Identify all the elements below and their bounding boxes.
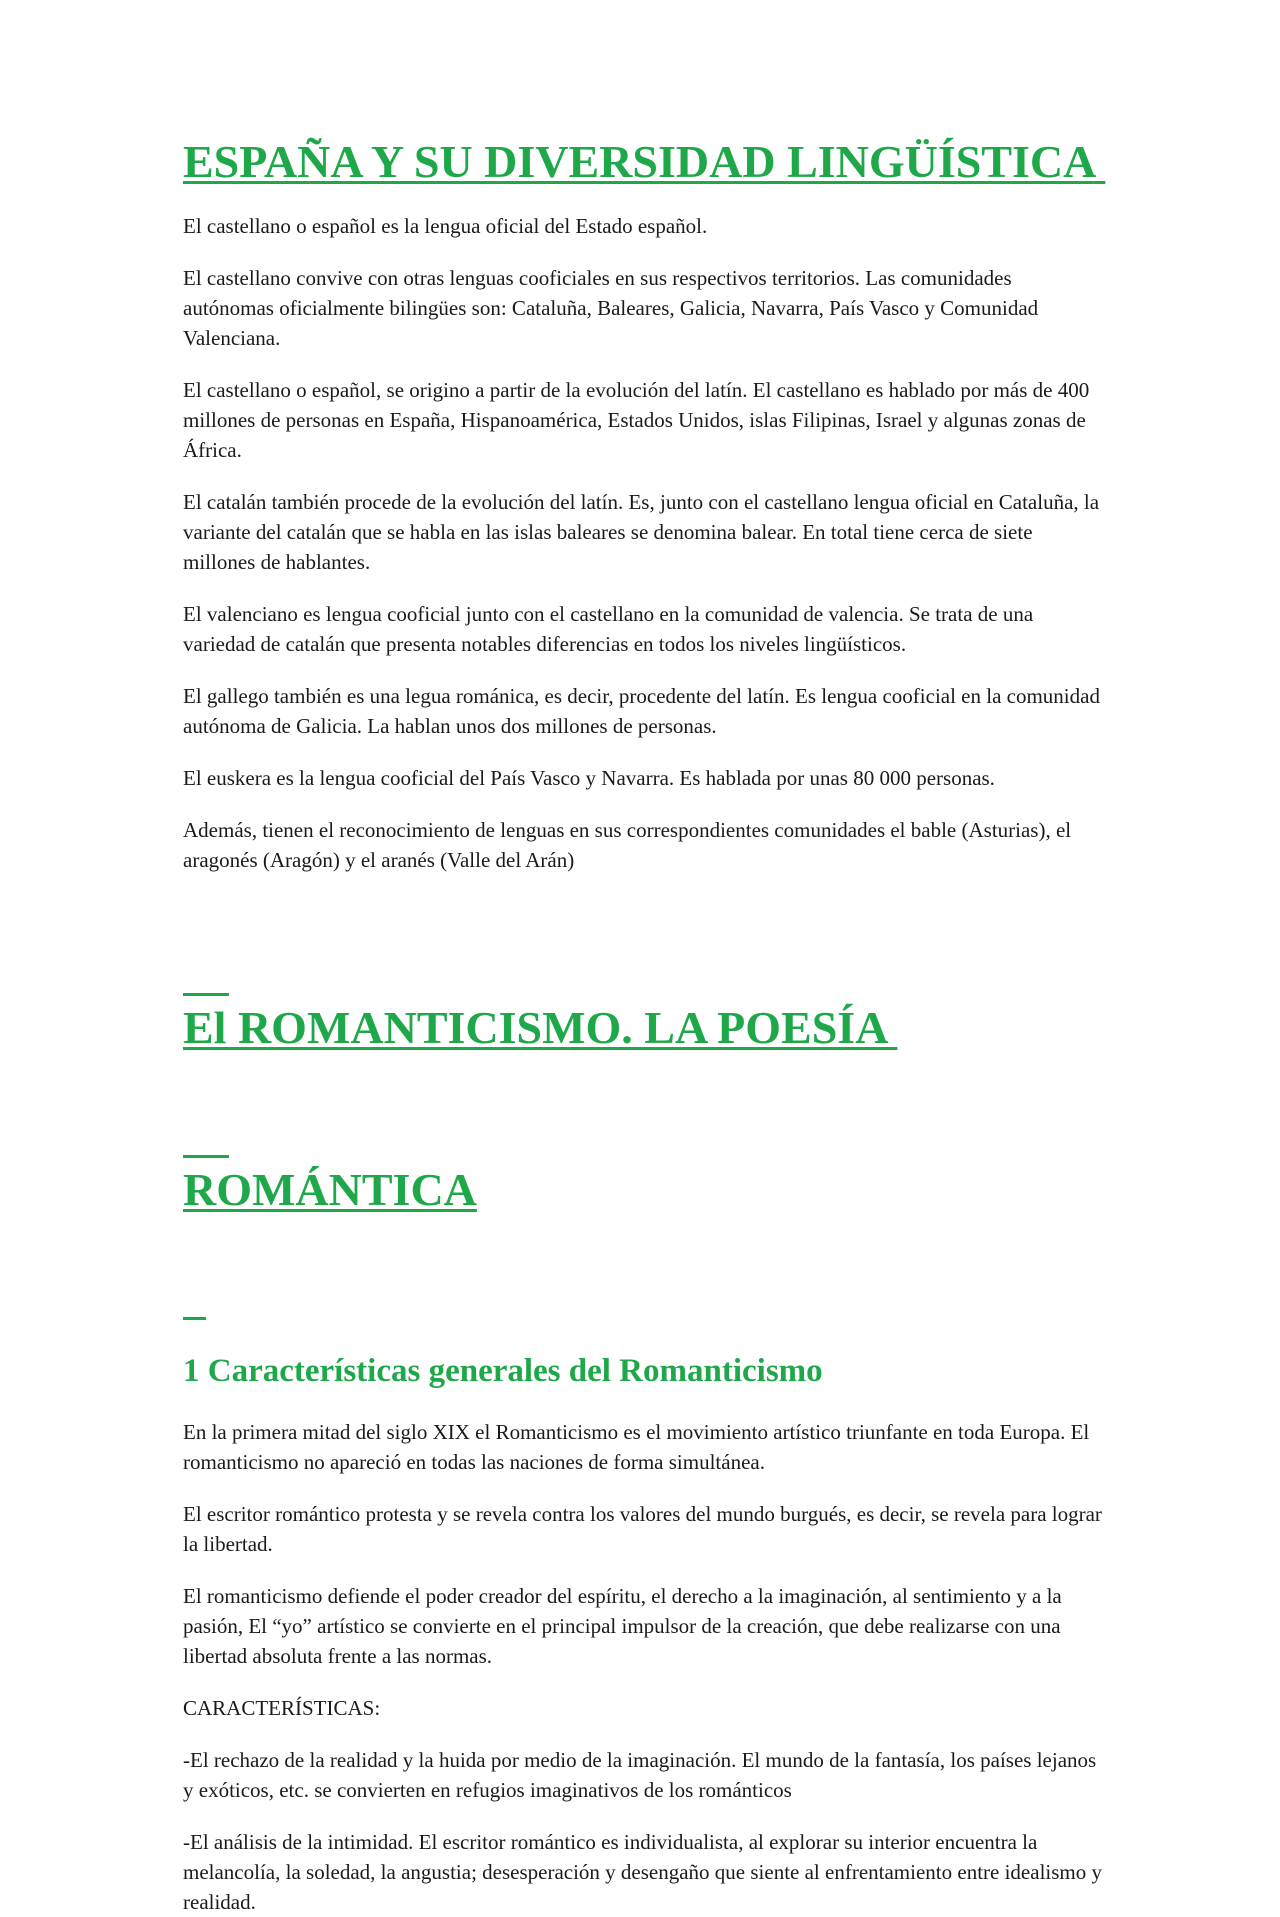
paragraph: -El rechazo de la realidad y la huida por medio de la imaginación. El mundo de la fantasía, los países lejanos y exóticos, etc. se convierten en refugios imaginativos de los románticos — [183, 1748, 1097, 1802]
document-page — [183, 135, 1106, 1917]
paragraph: El romanticismo defiende el poder creador del espíritu, el derecho a la imaginación, al sentimiento y a la pasión, El “yo” artístico se convierte en el principal impulsor de la creación, que debe realizarse con una libertad absoluta frente a las normas. — [183, 1584, 1062, 1668]
heading-romanticismo — [183, 893, 1103, 1325]
paragraph: -El análisis de la intimidad. El escritor romántico es individualista, al explorar su interior encuentra la melancolía, la soledad, la angustia; desesperación y desengaño que siente al enfrentamiento entre idealismo y realidad. — [183, 1830, 1102, 1914]
paragraph: Además, tienen el reconocimiento de lenguas en sus correspondientes comunidades el bable (Asturias), el aragonés (Aragón) y el aranés (Valle del Arán) — [183, 818, 1072, 872]
paragraph: El gallego también es una legua románica, es decir, procedente del latín. Es lengua cooficial en la comunidad autónoma de Galicia. La hablan unos dos millones de personas. — [183, 684, 1100, 738]
paragraph: El castellano convive con otras lenguas cooficiales en sus respectivos territorios. Las comunidades autónomas oficialmente bilingües son: Cataluña, Baleares, Galicia, Navarra, País Vasco y Comunidad Valenciana. — [183, 266, 1039, 350]
heading-line: El ROMANTICISMO. LA POESÍA — [183, 1002, 898, 1053]
paragraph: El valenciano es lengua cooficial junto con el castellano en la comunidad de valencia. Se trata de una variedad de catalán que presenta notables diferencias en todos los niveles lingüísticos. — [183, 602, 1034, 656]
subheading-caracteristicas-generales: 1 Características generales del Romanticismo — [183, 1353, 823, 1389]
paragraph: El castellano o español es la lengua oficial del Estado español. — [183, 214, 708, 238]
heading-diversidad-linguistica: ESPAÑA Y SU DIVERSIDAD LINGÜÍSTICA — [183, 136, 1106, 187]
heading-line: ROMÁNTICA — [183, 1164, 477, 1215]
paragraph: El escritor romántico protesta y se revela contra los valores del mundo burgués, es decir, se revela para lograr la libertad. — [183, 1502, 1102, 1556]
paragraph: CARACTERÍSTICAS: — [183, 1696, 381, 1720]
paragraph: El castellano o español, se origino a partir de la evolución del latín. El castellano es hablado por más de 400 millones de personas en España, Hispanoamérica, Estados Unidos, islas Filipinas, Israel y algunas zonas de África. — [183, 378, 1090, 462]
paragraph: En la primera mitad del siglo XIX el Romanticismo es el movimiento artístico triunfante en toda Europa. El romanticismo no apareció en todas las naciones de forma simultánea. — [183, 1420, 1090, 1474]
paragraph: El catalán también procede de la evolución del latín. Es, junto con el castellano lengua oficial en Cataluña, la variante del catalán que se habla en las islas baleares se denomina balear. En total tiene cerca de siete millones de hablantes. — [183, 490, 1100, 574]
paragraph: El euskera es la lengua cooficial del País Vasco y Navarra. Es hablada por unas 80 000 personas. — [183, 766, 995, 790]
